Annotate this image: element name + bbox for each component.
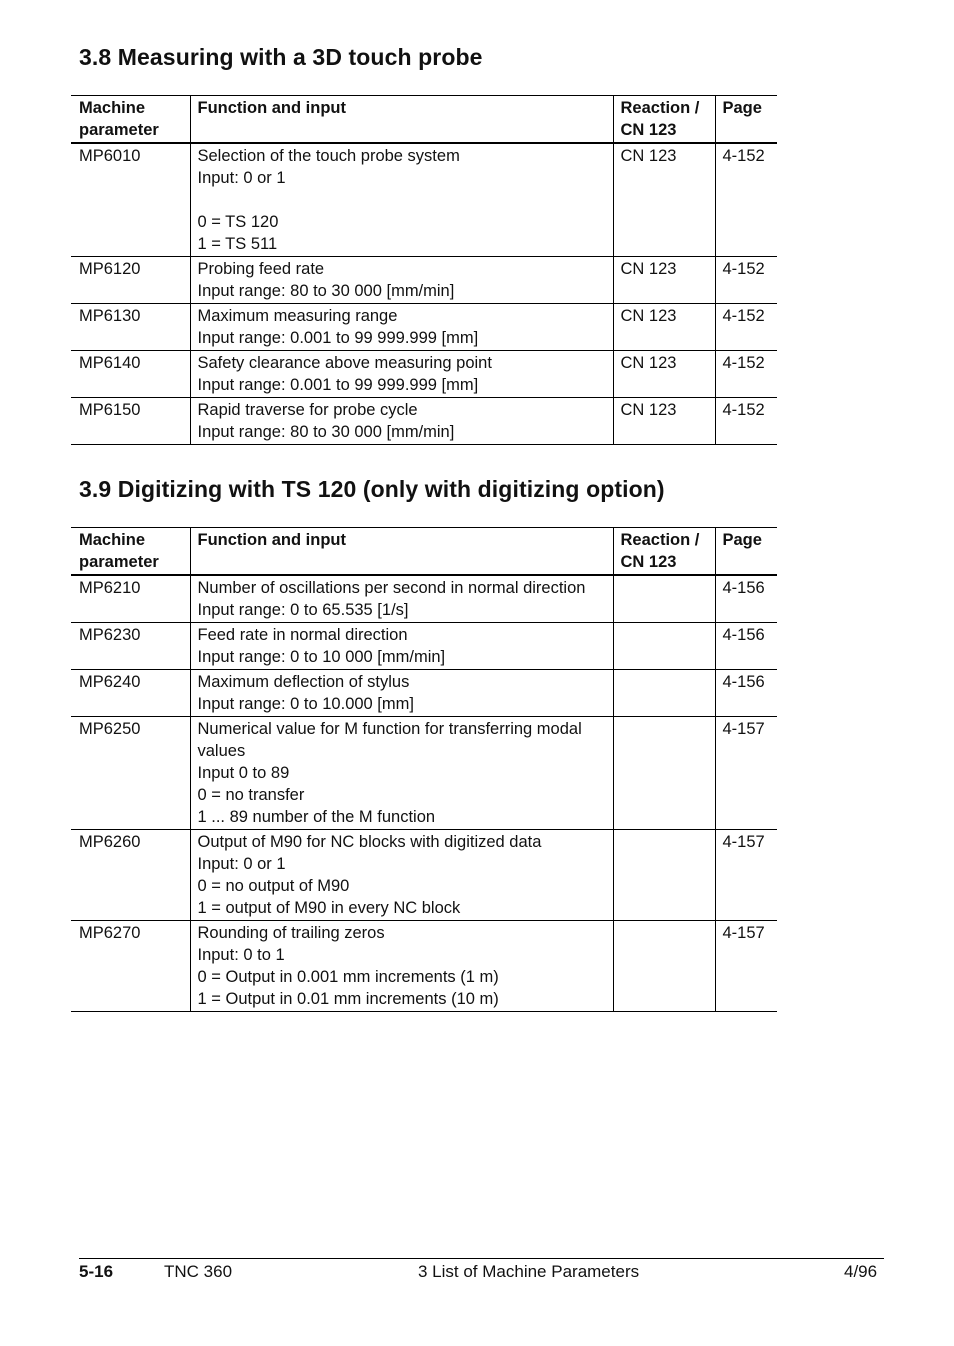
reaction-cell <box>613 717 715 830</box>
table-row <box>71 351 777 398</box>
column-header-reaction: Reaction / CN 123 <box>613 96 715 144</box>
table-row <box>71 670 777 717</box>
function-line: Input: 0 or 1 <box>197 855 286 873</box>
section-title-digitizing: 3.9 Digitizing with TS 120 (only with digitizing option) <box>79 476 665 502</box>
reaction-cell <box>613 921 715 1012</box>
page-ref-cell: 4-156 <box>715 575 777 623</box>
footer-date: 4/96 <box>844 1262 878 1281</box>
function-line: Safety clearance above measuring point <box>197 354 492 372</box>
table-row <box>71 575 777 623</box>
footer-model: TNC 360 <box>164 1262 233 1281</box>
column-header-reaction: Reaction / CN 123 <box>613 528 715 576</box>
function-line: Input range: 0.001 to 99 999.999 [mm] <box>197 376 479 394</box>
table-row <box>71 921 777 1012</box>
table-row <box>71 717 777 830</box>
footer-divider <box>79 1258 884 1259</box>
function-cell <box>190 717 613 830</box>
function-line: Number of oscillations per second in normal direction <box>197 579 586 597</box>
parameter-cell: MP6260 <box>71 830 190 921</box>
function-line: Input range: 0 to 65.535 [1/s] <box>197 601 409 619</box>
function-cell <box>190 623 613 670</box>
reaction-cell: CN 123 <box>613 257 715 304</box>
function-line: 0 = TS 120 <box>197 213 279 231</box>
table-row <box>71 143 777 257</box>
table-row <box>71 257 777 304</box>
function-line: 0 = no transfer <box>197 786 305 804</box>
page-ref-cell: 4-157 <box>715 717 777 830</box>
page-ref-cell: 4-152 <box>715 257 777 304</box>
page-ref-cell: 4-157 <box>715 830 777 921</box>
function-line: 1 = Output in 0.01 mm increments (10 m) <box>197 990 499 1008</box>
column-header-machine-parameter: Machine parameter <box>71 528 190 576</box>
reaction-cell: CN 123 <box>613 351 715 398</box>
table-header <box>71 528 777 576</box>
function-line: Feed rate in normal direction <box>197 626 408 644</box>
function-cell <box>190 670 613 717</box>
function-line: 1 = output of M90 in every NC block <box>197 899 461 917</box>
function-line <box>198 189 607 211</box>
function-line: Rapid traverse for probe cycle <box>197 401 418 419</box>
parameter-cell: MP6240 <box>71 670 190 717</box>
parameter-cell: MP6120 <box>71 257 190 304</box>
function-line: Input range: 0.001 to 99 999.999 [mm] <box>197 329 479 347</box>
function-cell <box>190 575 613 623</box>
reaction-cell <box>613 830 715 921</box>
parameter-cell: MP6150 <box>71 398 190 445</box>
parameter-cell: MP6130 <box>71 304 190 351</box>
section-title-measuring: 3.8 Measuring with a 3D touch probe <box>79 44 483 70</box>
reaction-cell: CN 123 <box>613 143 715 257</box>
table-body <box>71 143 777 445</box>
footer-chapter: 3 List of Machine Parameters <box>418 1262 640 1281</box>
table-row <box>71 830 777 921</box>
function-line: 1 ... 89 number of the M function <box>197 808 436 826</box>
reaction-cell <box>613 670 715 717</box>
parameter-cell: MP6270 <box>71 921 190 1012</box>
reaction-cell <box>613 623 715 670</box>
function-line: Input range: 0 to 10 000 [mm/min] <box>197 648 446 666</box>
function-cell <box>190 143 613 257</box>
function-line: Numerical value for M function for transferring modal values <box>197 720 582 760</box>
function-line: Selection of the touch probe system <box>197 147 460 165</box>
function-line: Maximum measuring range <box>197 307 398 325</box>
page-ref-cell: 4-152 <box>715 351 777 398</box>
table-body <box>71 575 777 1012</box>
function-line: Input range: 80 to 30 000 [mm/min] <box>197 423 455 441</box>
function-line: 0 = no output of M90 <box>197 877 350 895</box>
parameter-cell: MP6210 <box>71 575 190 623</box>
function-line: Probing feed rate <box>197 260 325 278</box>
function-cell <box>190 830 613 921</box>
parameter-cell: MP6010 <box>71 143 190 257</box>
function-cell <box>190 257 613 304</box>
function-line: 1 = TS 511 <box>197 235 278 253</box>
function-line: Input range: 80 to 30 000 [mm/min] <box>197 282 455 300</box>
function-cell <box>190 921 613 1012</box>
column-header-page: Page <box>715 528 777 576</box>
function-cell <box>190 398 613 445</box>
measuring-parameters-table <box>71 95 777 445</box>
function-line: Input 0 to 89 <box>197 764 290 782</box>
table-row <box>71 304 777 351</box>
parameter-cell: MP6140 <box>71 351 190 398</box>
function-line: 0 = Output in 0.001 mm increments (1 m) <box>197 968 499 986</box>
page-ref-cell: 4-157 <box>715 921 777 1012</box>
table-row <box>71 398 777 445</box>
function-line: Output of M90 for NC blocks with digitized data <box>197 833 542 851</box>
parameter-cell: MP6230 <box>71 623 190 670</box>
function-line: Input range: 0 to 10.000 [mm] <box>197 695 414 713</box>
page-ref-cell: 4-152 <box>715 398 777 445</box>
reaction-cell: CN 123 <box>613 304 715 351</box>
page-ref-cell: 4-156 <box>715 623 777 670</box>
page-ref-cell: 4-152 <box>715 143 777 257</box>
footer-page-number: 5-16 <box>79 1262 114 1281</box>
digitizing-parameters-table <box>71 527 777 1012</box>
table-row <box>71 623 777 670</box>
page-ref-cell: 4-152 <box>715 304 777 351</box>
page-ref-cell: 4-156 <box>715 670 777 717</box>
parameter-cell: MP6250 <box>71 717 190 830</box>
column-header-function-input: Function and input <box>190 528 613 576</box>
function-cell <box>190 304 613 351</box>
function-line: Input: 0 or 1 <box>197 169 286 187</box>
reaction-cell: CN 123 <box>613 398 715 445</box>
column-header-page: Page <box>715 96 777 144</box>
function-line: Maximum deflection of stylus <box>197 673 410 691</box>
function-cell <box>190 351 613 398</box>
column-header-machine-parameter: Machine parameter <box>71 96 190 144</box>
function-line: Rounding of trailing zeros <box>197 924 385 942</box>
function-line: Input: 0 to 1 <box>197 946 285 964</box>
table-header <box>71 96 777 144</box>
column-header-function-input: Function and input <box>190 96 613 144</box>
reaction-cell <box>613 575 715 623</box>
